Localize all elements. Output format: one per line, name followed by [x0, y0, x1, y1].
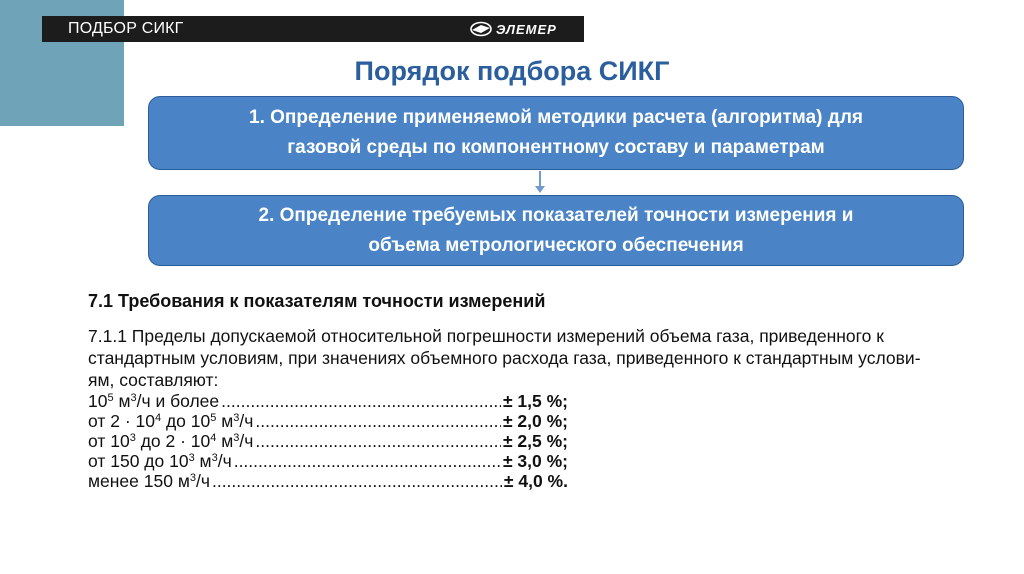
logo-text: ЭЛЕМЕР — [496, 21, 557, 37]
row-1-label: $10^5$ $м^3/ч$ и более — [88, 391, 220, 411]
step-2-line-1: 2. Определение требуемых показателей точности измерения и — [258, 204, 854, 226]
section-title: ПОДБОР СИКГ — [68, 20, 184, 37]
step-box-2 — [148, 195, 964, 266]
row-3-value: ± 2,5 %; — [502, 431, 568, 451]
row-5-value: ± 4,0 %. — [503, 471, 568, 491]
row-5-label: менее 150 $м^3/ч$ — [88, 471, 210, 491]
accuracy-row-3 — [88, 431, 568, 451]
row-2-label: от $2 \cdot 10^4$ до $10^5$ $м^3/ч$ — [88, 411, 254, 431]
excerpt-paragraph-line-2: стандартным условиям, при значениях объемного расхода газа, приведенного к стандартным услови- — [88, 348, 921, 368]
row-1-value: ± 1,5 %; — [502, 391, 568, 411]
accuracy-row-1 — [88, 391, 568, 411]
leader-dots — [234, 451, 501, 471]
row-3-label: от $10^3$ до $2 \cdot 10^4$ $м^3/ч$ — [88, 431, 254, 451]
step-box-1 — [148, 96, 964, 170]
excerpt-paragraph-line-1: 7.1.1 Пределы допускаемой относительной погрешности измерений объема газа, приведенного к — [88, 326, 884, 346]
arrow-down-icon — [535, 186, 545, 193]
row-4-value: ± 3,0 %; — [502, 451, 568, 471]
elemer-logo — [470, 19, 570, 39]
row-2-value: ± 2,0 %; — [502, 411, 568, 431]
page-title: Порядок подбора СИКГ — [354, 56, 670, 86]
step-1-line-1: 1. Определение применяемой методики расчета (алгоритма) для — [249, 107, 863, 128]
standard-excerpt — [88, 290, 1008, 491]
accuracy-row-2 — [88, 411, 568, 431]
elemer-logo-icon — [470, 21, 492, 37]
accuracy-row-4 — [88, 451, 568, 471]
row-4-label: от 150 до $10^3$ $м^3/ч$ — [88, 451, 232, 471]
leader-dots — [255, 411, 501, 431]
excerpt-paragraph-line-3: ям, составляют: — [88, 370, 219, 390]
step-connector-line — [539, 171, 541, 187]
step-2-line-2: объема метрологического обеспечения — [368, 234, 744, 256]
leader-dots — [255, 431, 501, 451]
accuracy-row-5 — [88, 471, 568, 491]
excerpt-heading: 7.1 Требования к показателям точности измерений — [88, 291, 546, 311]
leader-dots — [212, 471, 502, 491]
step-1-line-2: газовой среды по компонентному составу и параметрам — [287, 137, 825, 158]
header-bar — [42, 16, 584, 42]
leader-dots — [221, 391, 501, 411]
